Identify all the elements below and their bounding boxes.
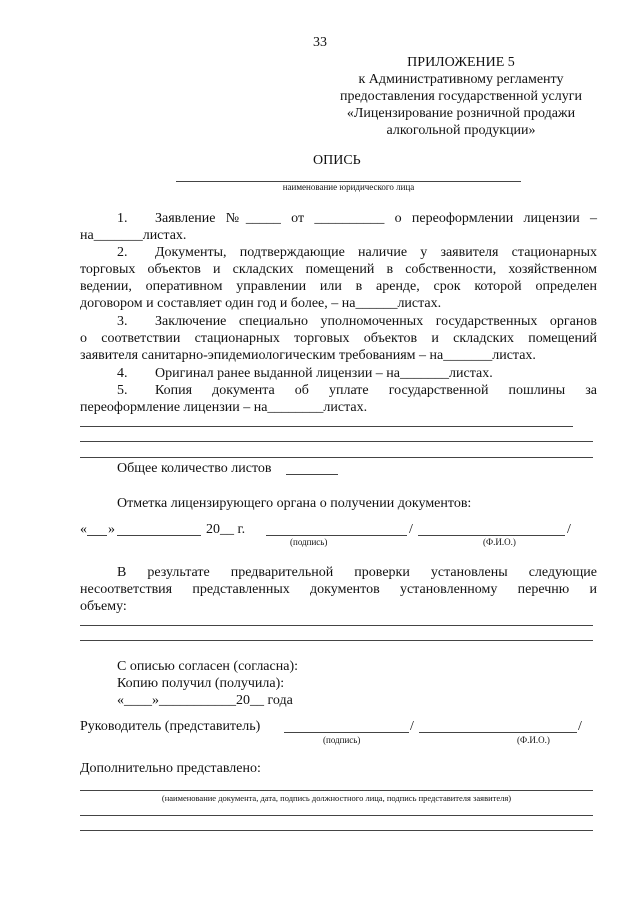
blank-line-6[interactable] bbox=[80, 790, 593, 791]
blank-line-7[interactable] bbox=[80, 815, 593, 816]
item-3-line-c: заявителя санитарно-эпидемиологическим требованиям – на_______листах. bbox=[80, 348, 536, 363]
item-3-line-a: Заключение специально уполномоченных государственных органов bbox=[155, 314, 597, 329]
blank-line-3[interactable] bbox=[80, 457, 593, 458]
check-result-line-a: В результате предварительной проверки установлены следующие bbox=[117, 565, 597, 580]
fio-caption-1: (Ф.И.О.) bbox=[483, 537, 516, 547]
item-1-number: 1. bbox=[117, 211, 128, 226]
slash-2: / bbox=[567, 522, 571, 537]
page-number: 33 bbox=[313, 35, 327, 50]
blank-line-1[interactable] bbox=[80, 426, 573, 427]
appendix-line-3: «Лицензирование розничной продажи bbox=[346, 106, 576, 121]
head-rep-label: Руководитель (представитель) bbox=[80, 719, 261, 734]
blank-line-4[interactable] bbox=[80, 625, 593, 626]
date-open-quote: « bbox=[80, 522, 87, 537]
item-4-number: 4. bbox=[117, 366, 128, 381]
blank-line-8[interactable] bbox=[80, 830, 593, 831]
appendix-line-2: предоставления государственной услуги bbox=[340, 89, 582, 104]
date-day-field[interactable] bbox=[87, 535, 107, 536]
slash-3: / bbox=[410, 719, 414, 734]
item-4-line-a: Оригинал ранее выданной лицензии – на_______листах. bbox=[155, 366, 493, 381]
item-2-line-a: Документы, подтверждающие наличие у заявителя стационарных bbox=[155, 245, 597, 260]
entity-caption: наименование юридического лица bbox=[282, 182, 415, 192]
fio-field-1[interactable] bbox=[418, 535, 565, 536]
appendix-line-4: алкогольной продукции» bbox=[386, 123, 536, 138]
slash-4: / bbox=[578, 719, 582, 734]
item-5-line-b: переоформление лицензии – на________листах. bbox=[80, 400, 368, 415]
additional-caption: (наименование документа, дата, подпись должностного лица, подпись представителя заявителя) bbox=[161, 793, 512, 803]
blank-line-5[interactable] bbox=[80, 640, 593, 641]
total-sheets-label: Общее количество листов bbox=[117, 461, 272, 476]
additional-label: Дополнительно представлено: bbox=[80, 761, 261, 776]
item-1-line-a: Заявление №_____ от __________ о переоформлении лицензии – bbox=[155, 211, 597, 226]
item-3-number: 3. bbox=[117, 314, 128, 329]
item-5-line-a: Копия документа об уплате государственной пошлины за bbox=[155, 383, 597, 398]
fio-caption-2: (Ф.И.О.) bbox=[517, 735, 550, 745]
license-mark-label: Отметка лицензирующего органа о получении документов: bbox=[117, 496, 472, 511]
copy-received-line: Копию получил (получила): bbox=[117, 676, 285, 691]
blank-line-2[interactable] bbox=[80, 441, 593, 442]
date-month-field[interactable] bbox=[117, 535, 201, 536]
item-2-line-b: торговых объектов и складских помещений в собственности, хозяйственном bbox=[80, 262, 597, 277]
slash-1: / bbox=[409, 522, 413, 537]
fio-field-2[interactable] bbox=[419, 732, 577, 733]
appendix-title: ПРИЛОЖЕНИЕ 5 bbox=[407, 55, 515, 70]
signature-field-1[interactable] bbox=[266, 535, 407, 536]
doc-title: ОПИСЬ bbox=[313, 153, 361, 168]
total-sheets-field[interactable] bbox=[286, 474, 338, 475]
agree-date: «____»___________20__ года bbox=[117, 693, 293, 708]
check-result-line-c: объему: bbox=[80, 599, 127, 614]
item-2-line-c: ведении, оперативном управлении или в аренде, срок которой определен bbox=[80, 279, 597, 294]
item-5-number: 5. bbox=[117, 383, 128, 398]
item-2-line-d: договором и составляет один год и более, – на______листах. bbox=[80, 296, 442, 311]
item-3-line-b: о соответствии стационарных торговых объектов и складских помещений bbox=[80, 331, 597, 346]
appendix-line-1: к Административному регламенту bbox=[358, 72, 564, 87]
signature-caption-2: (подпись) bbox=[323, 735, 361, 745]
signature-field-2[interactable] bbox=[284, 732, 409, 733]
item-1-line-b: на_______листах. bbox=[80, 228, 187, 243]
date-close-quote: » bbox=[108, 522, 115, 537]
item-2-number: 2. bbox=[117, 245, 128, 260]
check-result-line-b: несоответствия представленных документов установленному перечню и bbox=[80, 582, 597, 597]
date-year: 20__ г. bbox=[206, 522, 246, 537]
signature-caption-1: (подпись) bbox=[290, 537, 328, 547]
agree-line: С описью согласен (согласна): bbox=[117, 659, 298, 674]
